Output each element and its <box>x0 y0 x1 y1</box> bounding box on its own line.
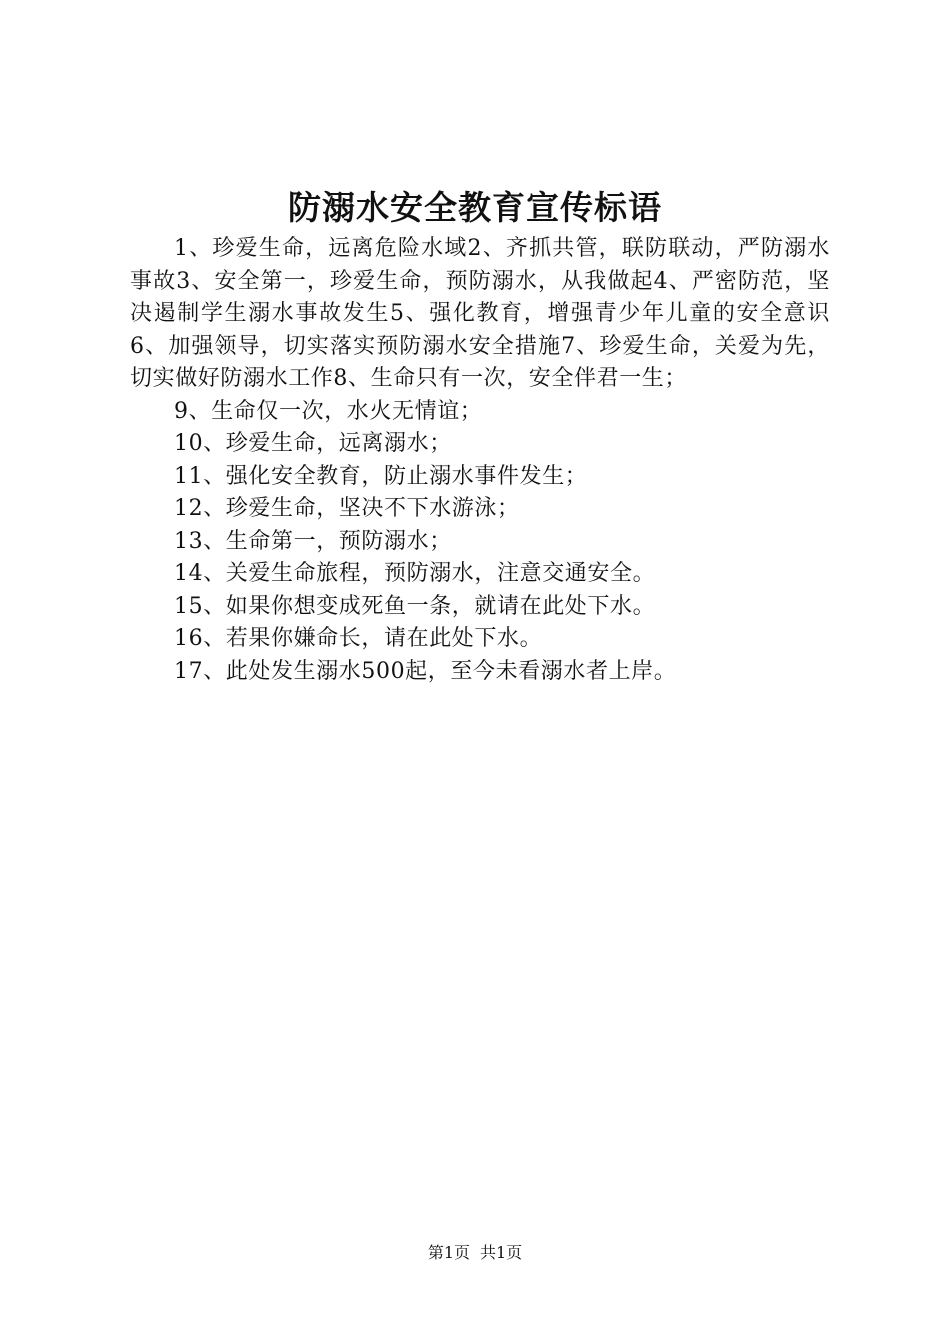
paragraph-10: 17、此处发生溺水500起，至今未看溺水者上岸。 <box>174 658 677 684</box>
page-number-total: 共1页 <box>480 1243 523 1262</box>
paragraph-6: 13、生命第一，预防溺水； <box>174 528 452 554</box>
paragraph-9: 16、若果你嫌命长，请在此处下水。 <box>174 626 543 651</box>
paragraph-8: 15、如果你想变成死鱼一条，就请在此处下水。 <box>174 593 656 619</box>
paragraph-7: 14、关爱生命旅程，预防溺水，注意交通安全。 <box>174 561 656 586</box>
paragraph-1: 1、珍爱生命，远离危险水域2、齐抓共管，联防联动，严防溺水事故3、安全第一，珍爱生命，预防溺水，从我做起4、严密防范，坚决遏制学生溺水事故发生5、强化教育，增强青少年儿童的安全意识6、加强领导，切实落实预防溺水安全措施7、珍爱生命，关爱为先，切实做好防溺水工作8、生命只有一次，安全伴君一生； <box>130 236 830 391</box>
paragraph-3: 10、珍爱生命，远离溺水； <box>174 431 452 456</box>
paragraph-5: 12、珍爱生命，坚决不下水游泳； <box>174 496 520 521</box>
page-footer <box>0 1241 950 1265</box>
paragraph-4: 11、强化安全教育，防止溺水事件发生； <box>174 463 588 489</box>
document-body <box>130 233 830 688</box>
document-title: 防溺水安全教育宣传标语 <box>288 188 662 227</box>
paragraph-2: 9、生命仅一次，水火无情谊； <box>174 398 483 424</box>
page-number-current: 第1页 <box>427 1243 470 1262</box>
